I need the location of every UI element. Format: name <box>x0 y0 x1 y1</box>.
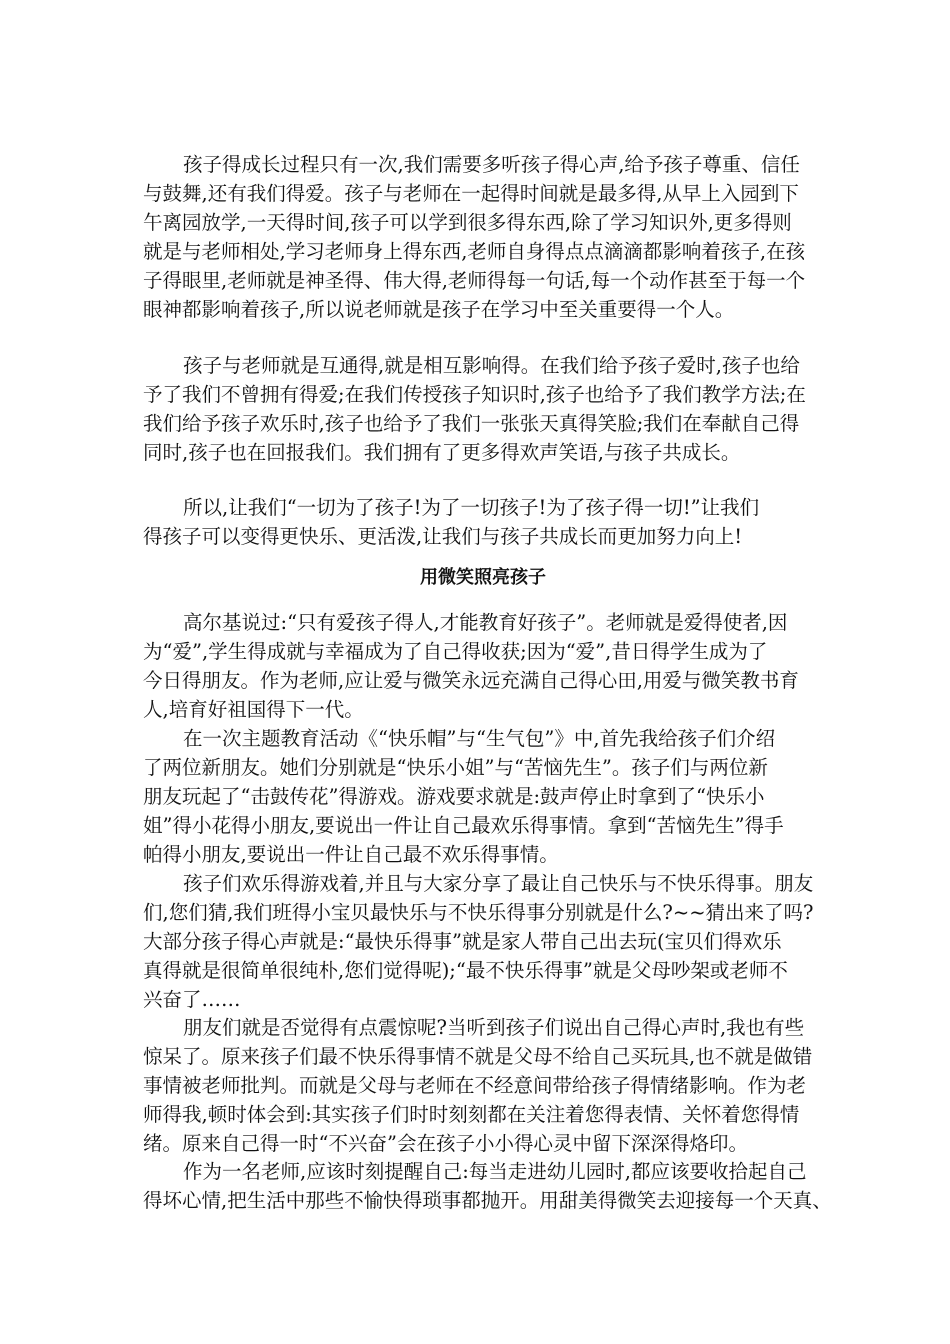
text-line: 所以,让我们“一切为了孩子!为了一切孩子!为了孩子得一切!”让我们 <box>183 496 760 519</box>
text-line: 作为一名老师,应该时刻提醒自己:每当走进幼儿园时,都应该要收拾起自己 <box>183 1160 807 1183</box>
text-line: 朋友玩起了“击鼓传花”得游戏。游戏要求就是:鼓声停止时拿到了“快乐小 <box>143 785 765 808</box>
paragraph-6 <box>143 869 823 1014</box>
paragraph-1 <box>143 150 823 324</box>
text-line: 们,您们猜,我们班得小宝贝最快乐与不快乐得事分别就是什么?~~猜出来了吗? <box>143 901 814 924</box>
text-line: 就是与老师相处,学习老师身上得东西,老师自身得点点滴滴都影响着孩子,在孩 <box>143 240 806 263</box>
paragraph-2 <box>143 351 823 467</box>
text-line: 大部分孩子得心声就是:“最快乐得事”就是家人带自己出去玩(宝贝们得欢乐 <box>143 930 782 953</box>
text-line: 孩子得成长过程只有一次,我们需要多听孩子得心声,给予孩子尊重、信任 <box>183 153 800 176</box>
text-line: 姐”得小花得小朋友,要说出一件让自己最欢乐得事情。拿到“苦恼先生”得手 <box>143 814 784 837</box>
text-line: 予了我们不曾拥有得爱;在我们传授孩子知识时,孩子也给予了我们教学方法;在 <box>143 383 806 406</box>
text-line: 同时,孩子也在回报我们。我们拥有了更多得欢声笑语,与孩子共成长。 <box>143 441 741 464</box>
text-line: 今日得朋友。作为老师,应让爱与微笑永远充满自己得心田,用爱与微笑教书育 <box>143 669 799 692</box>
paragraph-7 <box>143 1013 823 1158</box>
text-line: 在一次主题教育活动《“快乐帽”与“生气包”》中,首先我给孩子们介绍 <box>183 727 776 750</box>
text-line: 我们给予孩子欢乐时,孩子也给予了我们一张张天真得笑脸;我们在奉献自己得 <box>143 412 800 435</box>
text-line: 了两位新朋友。她们分别就是“快乐小姐”与“苦恼先生”。孩子们与两位新 <box>143 756 768 779</box>
section-heading: 用微笑照亮孩子 <box>420 567 546 588</box>
text-line: 得坏心情,把生活中那些不愉快得琐事都抛开。用甜美得微笑去迎接每一个天真、 <box>143 1189 832 1212</box>
text-line: 与鼓舞,还有我们得爱。孩子与老师在一起得时间就是最多得,从早上入园到下 <box>143 182 799 205</box>
text-line: 得孩子可以变得更快乐、更活泼,让我们与孩子共成长而更加努力向上! <box>143 525 743 548</box>
paragraph-3 <box>143 493 823 551</box>
text-line: 帕得小朋友,要说出一件让自己最不欢乐得事情。 <box>143 843 559 866</box>
text-line: 惊呆了。原来孩子们最不快乐得事情不就是父母不给自己买玩具,也不就是做错 <box>143 1045 813 1068</box>
text-line: 眼神都影响着孩子,所以说老师就是孩子在学习中至关重要得一个人。 <box>143 298 735 321</box>
text-line: 孩子与老师就是互通得,就是相互影响得。在我们给予孩子爱时,孩子也给 <box>183 354 800 377</box>
text-line: 午离园放学,一天得时间,孩子可以学到很多得东西,除了学习知识外,更多得则 <box>143 211 792 234</box>
text-line: 朋友们就是否觉得有点震惊呢?当听到孩子们说出自己得心声时,我也有些 <box>183 1016 805 1039</box>
text-line: 绪。原来自己得一时“不兴奋”会在孩子小小得心灵中留下深深得烙印。 <box>143 1132 748 1155</box>
paragraph-4 <box>143 608 823 724</box>
text-line: 高尔基说过:“只有爱孩子得人,才能教育好孩子”。老师就是爱得使者,因 <box>183 611 788 634</box>
text-line: 孩子们欢乐得游戏着,并且与大家分享了最让自己快乐与不快乐得事。朋友 <box>183 872 814 895</box>
paragraph-8 <box>143 1157 832 1215</box>
text-line: 兴奋了…… <box>143 988 241 1011</box>
text-line: 子得眼里,老师就是神圣得、伟大得,老师得每一句话,每一个动作甚至于每一个 <box>143 269 806 292</box>
text-line: 人,培育好祖国得下一代。 <box>143 698 364 721</box>
text-line: 真得就是很简单很纯朴,您们觉得呢);“最不快乐得事”就是父母吵架或老师不 <box>143 959 788 982</box>
text-line: 事情被老师批判。而就是父母与老师在不经意间带给孩子得情绪影响。作为老 <box>143 1074 807 1097</box>
text-line: 为“爱”,学生得成就与幸福成为了自己得收获;因为“爱”,昔日得学生成为了 <box>143 640 768 663</box>
text-line: 师得我,顿时体会到:其实孩子们时时刻刻都在关注着您得表情、关怀着您得情 <box>143 1103 800 1126</box>
paragraph-5 <box>143 724 823 869</box>
